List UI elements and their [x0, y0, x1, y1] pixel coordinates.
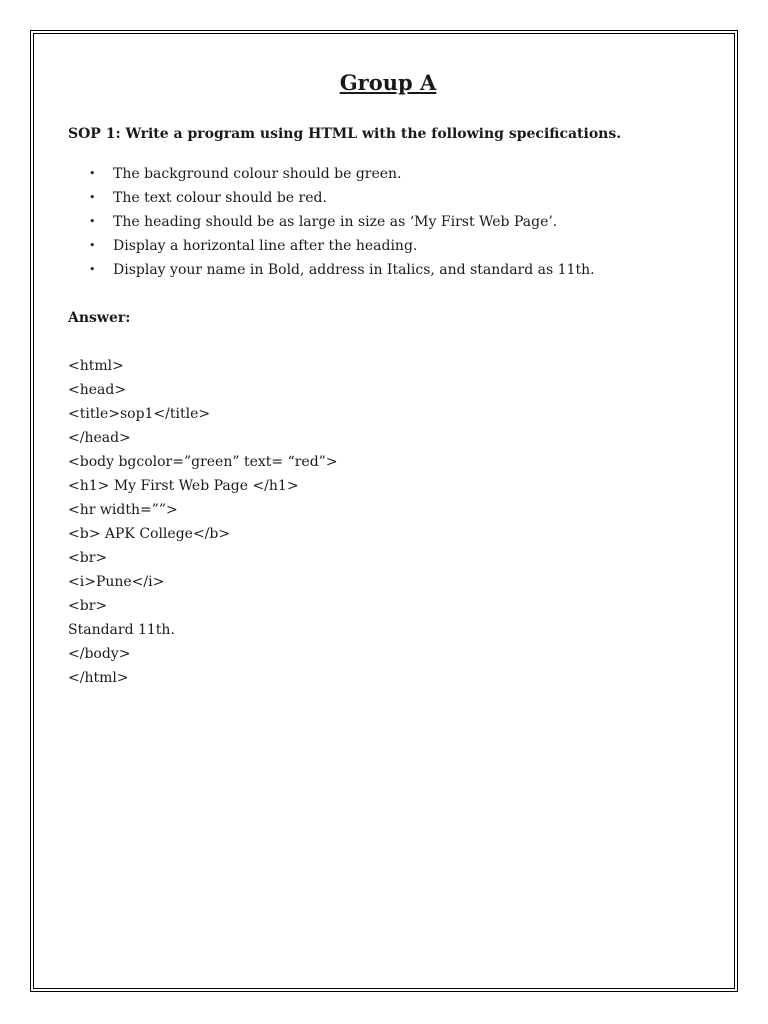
specification-text: The background colour should be green. — [113, 166, 402, 182]
code-line: <hr width=””> — [68, 502, 178, 518]
code-line: Standard 11th. — [68, 622, 175, 638]
answer-label: Answer: — [68, 310, 131, 326]
bullet-icon: • — [89, 239, 96, 252]
bullet-icon: • — [89, 215, 96, 228]
specification-text: The heading should be as large in size as ‘My First Web Page’. — [113, 214, 558, 230]
code-line: <head> — [68, 382, 127, 398]
code-line: <b> APK College</b> — [68, 526, 231, 542]
bullet-icon: • — [89, 191, 96, 204]
specification-text: Display a horizontal line after the heading. — [113, 238, 418, 254]
section-heading: Group A — [339, 70, 437, 95]
code-listing — [68, 354, 708, 690]
question-text: SOP 1: Write a program using HTML with the following specifications. — [68, 126, 622, 142]
code-line: <body bgcolor=”green” text= “red”> — [68, 454, 338, 470]
specification-text: The text colour should be red. — [113, 190, 327, 206]
list-item — [89, 258, 708, 282]
code-line: <br> — [68, 598, 108, 614]
specification-text: Display your name in Bold, address in Italics, and standard as 11th. — [113, 262, 595, 278]
specification-list — [68, 162, 708, 282]
document-content — [68, 66, 708, 690]
list-item — [89, 186, 708, 210]
code-line: <i>Pune</i> — [68, 574, 165, 590]
code-line: <br> — [68, 550, 108, 566]
code-line: <html> — [68, 358, 124, 374]
bullet-icon: • — [89, 167, 96, 180]
list-item — [89, 210, 708, 234]
bullet-icon: • — [89, 263, 96, 276]
code-line: </html> — [68, 670, 129, 686]
code-line: <h1> My First Web Page </h1> — [68, 478, 299, 494]
code-line: </head> — [68, 430, 131, 446]
list-item — [89, 234, 708, 258]
list-item — [89, 162, 708, 186]
code-line: <title>sop1</title> — [68, 406, 211, 422]
code-line: </body> — [68, 646, 131, 662]
